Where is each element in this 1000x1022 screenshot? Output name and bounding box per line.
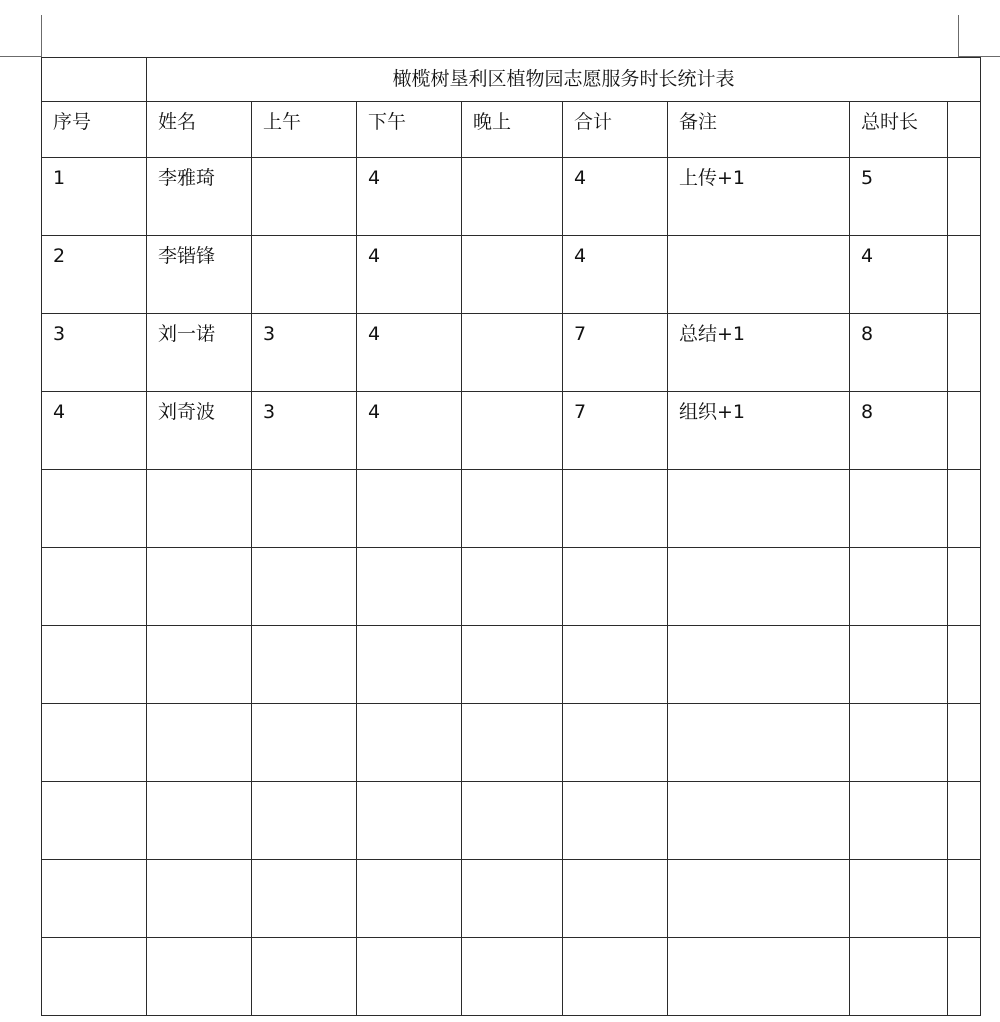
cell-text-evening — [462, 626, 562, 637]
header-label-morning: 上午 — [263, 111, 302, 133]
table-body — [42, 58, 981, 1016]
table-cell-extra — [948, 938, 981, 1016]
cell-text-name — [147, 782, 251, 793]
cell-text-extra — [948, 470, 980, 481]
cell-text-name: 刘奇波 — [158, 401, 216, 423]
table-cell-remarks — [668, 158, 850, 236]
table-cell-afternoon — [357, 860, 462, 938]
table-cell-extra — [948, 470, 981, 548]
header-label-index: 序号 — [53, 111, 92, 133]
cell-text-morning — [252, 938, 356, 949]
table-cell-morning — [252, 236, 357, 314]
cell-text-evening — [462, 860, 562, 871]
table-cell-index — [42, 860, 147, 938]
table-cell-subtotal — [563, 938, 668, 1016]
cell-text-morning — [252, 860, 356, 871]
table-cell-extra — [948, 704, 981, 782]
table-cell-name — [147, 314, 252, 392]
table-cell-evening — [462, 938, 563, 1016]
cell-text-index — [42, 782, 146, 793]
table-cell-name — [147, 392, 252, 470]
cell-text-morning — [252, 782, 356, 793]
cell-text-name: 李锴锋 — [158, 245, 216, 267]
table-cell-total-hours — [850, 860, 948, 938]
table-cell-remarks — [668, 548, 850, 626]
table-cell-name — [147, 860, 252, 938]
table-row — [42, 392, 981, 470]
cell-text-evening — [462, 236, 562, 247]
cell-text-subtotal — [563, 782, 667, 793]
table-cell-remarks — [668, 314, 850, 392]
cell-text-afternoon: 4 — [368, 401, 381, 423]
table-cell-subtotal — [563, 626, 668, 704]
table-cell-index — [42, 704, 147, 782]
cell-text-afternoon: 4 — [368, 245, 381, 267]
table-cell-index — [42, 314, 147, 392]
table-cell-total-hours — [850, 236, 948, 314]
cell-text-total-hours — [850, 938, 947, 949]
cell-text-extra — [948, 392, 980, 403]
cell-text-total-hours: 5 — [861, 167, 874, 189]
table-cell-total-hours — [850, 158, 948, 236]
cell-text-remarks — [668, 236, 849, 247]
table-cell-evening — [462, 548, 563, 626]
table-row — [42, 236, 981, 314]
table-row — [42, 782, 981, 860]
cell-text-total-hours — [850, 470, 947, 481]
cell-text-name — [147, 860, 251, 871]
table-cell-extra — [948, 158, 981, 236]
cell-text-remarks — [668, 548, 849, 559]
table-cell-afternoon — [357, 236, 462, 314]
cell-text-evening — [462, 938, 562, 949]
table-cell-subtotal — [563, 548, 668, 626]
table-cell-evening — [462, 704, 563, 782]
table-cell-index — [42, 392, 147, 470]
table-cell-extra — [948, 236, 981, 314]
table-cell-extra — [948, 392, 981, 470]
table-row — [42, 548, 981, 626]
cell-text-afternoon — [357, 704, 461, 715]
header-cell-morning — [252, 102, 357, 158]
cell-text-extra — [948, 782, 980, 793]
table-cell-evening — [462, 158, 563, 236]
cell-text-remarks — [668, 626, 849, 637]
table-cell-index — [42, 548, 147, 626]
cell-text-morning — [252, 158, 356, 169]
table-cell-afternoon — [357, 392, 462, 470]
cell-text-afternoon: 4 — [368, 323, 381, 345]
table-cell-subtotal — [563, 782, 668, 860]
cell-text-afternoon: 4 — [368, 167, 381, 189]
cell-text-evening — [462, 314, 562, 325]
cell-text-extra — [948, 626, 980, 637]
cell-text-extra — [948, 314, 980, 325]
table-cell-remarks — [668, 938, 850, 1016]
header-cell-extra — [948, 102, 981, 158]
cell-text-remarks — [668, 938, 849, 949]
table-cell-extra — [948, 860, 981, 938]
table-cell-evening — [462, 392, 563, 470]
cell-text-subtotal — [563, 626, 667, 637]
table-cell-name — [147, 626, 252, 704]
volunteer-hours-table — [41, 57, 981, 1016]
cell-text-remarks: 总结+1 — [679, 323, 746, 345]
cell-text-total-hours: 8 — [861, 401, 874, 423]
crop-mark-right — [958, 15, 959, 57]
cell-text-index — [42, 626, 146, 637]
cell-text-morning — [252, 470, 356, 481]
table-cell-subtotal — [563, 470, 668, 548]
header-label-name: 姓名 — [158, 111, 197, 133]
table-cell-remarks — [668, 236, 850, 314]
table-cell-total-hours — [850, 782, 948, 860]
table-row — [42, 314, 981, 392]
table-title-cell — [147, 58, 981, 102]
table-cell-subtotal — [563, 860, 668, 938]
table-cell-subtotal — [563, 236, 668, 314]
cell-text-subtotal — [563, 938, 667, 949]
table-row — [42, 158, 981, 236]
cell-text-name: 李雅琦 — [158, 167, 216, 189]
table-cell-evening — [462, 236, 563, 314]
table-cell-total-hours — [850, 392, 948, 470]
cell-text-morning — [252, 236, 356, 247]
header-cell-remarks — [668, 102, 850, 158]
table-cell-total-hours — [850, 626, 948, 704]
cell-text-afternoon — [357, 782, 461, 793]
header-label-subtotal: 合计 — [574, 111, 613, 133]
cell-text-morning: 3 — [263, 401, 276, 423]
cell-text-subtotal: 4 — [574, 245, 587, 267]
cell-text-subtotal: 7 — [574, 401, 587, 423]
table-cell-subtotal — [563, 392, 668, 470]
table-cell-name — [147, 236, 252, 314]
table-cell-morning — [252, 938, 357, 1016]
cell-text-morning — [252, 704, 356, 715]
table-cell-extra — [948, 548, 981, 626]
table-cell-evening — [462, 314, 563, 392]
cell-text-index: 1 — [53, 167, 66, 189]
cell-text-extra — [948, 938, 980, 949]
table-row — [42, 470, 981, 548]
cell-text-subtotal: 4 — [574, 167, 587, 189]
table-cell-name — [147, 938, 252, 1016]
cell-text-morning: 3 — [263, 323, 276, 345]
cell-text-index — [42, 704, 146, 715]
cell-text-extra — [948, 158, 980, 169]
cell-text-evening — [462, 704, 562, 715]
table-cell-subtotal — [563, 314, 668, 392]
cell-text-evening — [462, 548, 562, 559]
table-cell-index — [42, 626, 147, 704]
table-cell-name — [147, 704, 252, 782]
cell-text-afternoon — [357, 860, 461, 871]
table-cell-total-hours — [850, 548, 948, 626]
table-row — [42, 860, 981, 938]
table-cell-morning — [252, 548, 357, 626]
cell-text-morning — [252, 626, 356, 637]
table-cell-extra — [948, 626, 981, 704]
cell-text-extra — [948, 704, 980, 715]
cell-text-evening — [462, 470, 562, 481]
header-cell-index — [42, 102, 147, 158]
cell-text-remarks — [668, 470, 849, 481]
table-cell-afternoon — [357, 782, 462, 860]
crop-mark-top-left — [0, 56, 41, 57]
cell-text-subtotal: 7 — [574, 323, 587, 345]
table-cell-afternoon — [357, 548, 462, 626]
cell-text-remarks — [668, 782, 849, 793]
table-row — [42, 938, 981, 1016]
table-cell-total-hours — [850, 314, 948, 392]
table-row — [42, 626, 981, 704]
cell-text-index — [42, 860, 146, 871]
header-cell-evening — [462, 102, 563, 158]
cell-text-subtotal — [563, 704, 667, 715]
table-cell-name — [147, 782, 252, 860]
cell-text-extra — [948, 860, 980, 871]
table-cell-morning — [252, 158, 357, 236]
cell-text-extra — [948, 236, 980, 247]
cell-text-afternoon — [357, 470, 461, 481]
table-cell-afternoon — [357, 314, 462, 392]
table-cell-subtotal — [563, 704, 668, 782]
header-cell-afternoon — [357, 102, 462, 158]
table-cell-morning — [252, 626, 357, 704]
table-cell-afternoon — [357, 158, 462, 236]
table-cell-total-hours — [850, 470, 948, 548]
table-cell-name — [147, 470, 252, 548]
cell-text-total-hours — [850, 782, 947, 793]
table-cell-afternoon — [357, 470, 462, 548]
table-cell-morning — [252, 314, 357, 392]
cell-text-name — [147, 470, 251, 481]
table-cell-index — [42, 782, 147, 860]
table-row — [42, 704, 981, 782]
table-cell-name — [147, 158, 252, 236]
header-label-evening: 晚上 — [473, 111, 512, 133]
table-cell-remarks — [668, 626, 850, 704]
crop-mark-left — [41, 15, 42, 57]
cell-text-afternoon — [357, 548, 461, 559]
title-row — [42, 58, 981, 102]
table-cell-remarks — [668, 704, 850, 782]
table-cell-index — [42, 470, 147, 548]
cell-text-evening — [462, 392, 562, 403]
table-cell-index — [42, 938, 147, 1016]
table-cell-extra — [948, 782, 981, 860]
cell-text-remarks — [668, 860, 849, 871]
cell-text-remarks — [668, 704, 849, 715]
table-cell-afternoon — [357, 704, 462, 782]
header-row — [42, 102, 981, 158]
cell-text-index: 2 — [53, 245, 66, 267]
table-cell-morning — [252, 782, 357, 860]
cell-text-total-hours — [850, 626, 947, 637]
table-cell-afternoon — [357, 626, 462, 704]
cell-text-morning — [252, 548, 356, 559]
cell-text-remarks: 上传+1 — [679, 167, 746, 189]
header-cell-subtotal — [563, 102, 668, 158]
header-cell-total-hours — [850, 102, 948, 158]
header-label-afternoon: 下午 — [368, 111, 407, 133]
table-cell-name — [147, 548, 252, 626]
cell-text-index: 3 — [53, 323, 66, 345]
table-cell-evening — [462, 860, 563, 938]
table-cell-morning — [252, 704, 357, 782]
cell-text-name — [147, 626, 251, 637]
table-cell-remarks — [668, 392, 850, 470]
table-cell-remarks — [668, 860, 850, 938]
header-label-total-hours: 总时长 — [861, 111, 919, 133]
table-title: 橄榄树垦利区植物园志愿服务时长统计表 — [392, 68, 735, 90]
table-cell-morning — [252, 860, 357, 938]
cell-text-subtotal — [563, 548, 667, 559]
cell-text-total-hours — [850, 860, 947, 871]
cell-text-subtotal — [563, 470, 667, 481]
cell-text-name — [147, 704, 251, 715]
table-cell-remarks — [668, 782, 850, 860]
cell-text-subtotal — [563, 860, 667, 871]
table-cell-total-hours — [850, 938, 948, 1016]
cell-text-extra — [948, 548, 980, 559]
table-cell-morning — [252, 470, 357, 548]
table-cell-evening — [462, 626, 563, 704]
cell-text-evening — [462, 158, 562, 169]
cell-text-total-hours: 4 — [861, 245, 874, 267]
table-cell-index — [42, 236, 147, 314]
cell-text-index — [42, 548, 146, 559]
cell-text-afternoon — [357, 626, 461, 637]
cell-text-index — [42, 938, 146, 949]
table-cell-index — [42, 158, 147, 236]
cell-text-name — [147, 548, 251, 559]
table-cell-evening — [462, 470, 563, 548]
cell-text-afternoon — [357, 938, 461, 949]
cell-text-name: 刘一诺 — [158, 323, 216, 345]
cell-text-index: 4 — [53, 401, 66, 423]
cell-text-index — [42, 470, 146, 481]
cell-text-total-hours — [850, 548, 947, 559]
table-cell-total-hours — [850, 704, 948, 782]
table-cell-morning — [252, 392, 357, 470]
cell-text-total-hours: 8 — [861, 323, 874, 345]
table-cell-subtotal — [563, 158, 668, 236]
table-cell-evening — [462, 782, 563, 860]
cell-text-remarks: 组织+1 — [679, 401, 746, 423]
cell-text-total-hours — [850, 704, 947, 715]
table-cell-afternoon — [357, 938, 462, 1016]
header-label-extra — [948, 102, 980, 113]
cell-text-name — [147, 938, 251, 949]
cell-text-evening — [462, 782, 562, 793]
title-blank-cell — [42, 58, 147, 102]
header-label-remarks: 备注 — [679, 111, 718, 133]
table-cell-remarks — [668, 470, 850, 548]
header-cell-name — [147, 102, 252, 158]
table-cell-extra — [948, 314, 981, 392]
